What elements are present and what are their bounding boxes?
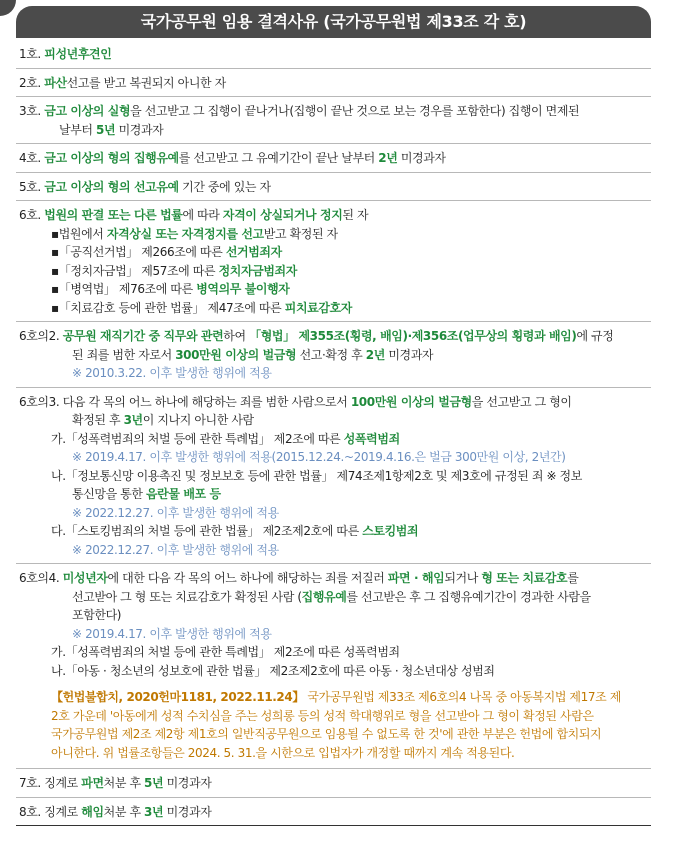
highlight: 100만원 이상의 벌금형 bbox=[350, 394, 472, 409]
item-number: 2호. bbox=[19, 75, 41, 90]
highlight: 파면 bbox=[81, 776, 104, 790]
item-number: 4호. bbox=[19, 151, 41, 165]
item-6-3: 6호의3. 다음 각 목의 어느 하나에 해당하는 죄를 범한 사람으로서 100만원 이상의 벌금형을 선고받고 그 형이 확정된 후 3년이 지나지 아니한 사람 가.「성폭력범죄의 처벌 등에 관한 특례법」 제2조에 따른 성폭력범죄 ※ 2019.4.17. 이후 발생한 행위에 적용(2015.12.24.~2019.4.16.은 벌금 300만원 이상, 2년간) 나.「정보통신망 이용촉진 및 정보보호 등에 관한 법률」 제74조제1항제2호 및 제3호에 규정된 죄 ※ 정보 통신망을 통한 음란물 배포 등 ※ 2022.12.27. 이후 발생한 행위에 적용 다.「스토킹범죄의 처벌 등에 관한 법률」 제2조제2호에 따른 스토킹범죄 ※ 2022.12.27. 이후 발생한 행위에 적용 bbox=[16, 388, 651, 565]
item-text: 에 따라 bbox=[182, 208, 223, 222]
item-text: 을 선고받고 그 집행이 끝나거나(집행이 끝난 것으로 보는 경우를 포함한다) 집행이 면제된 bbox=[130, 104, 580, 118]
bullet-item: ▪「병역법」 제76조에 따른 병역의무 불이행자 bbox=[51, 282, 290, 296]
note: ※ 2019.4.17. 이후 발생한 행위에 적용(2015.12.24.~2019.4.16.은 벌금 300만원 이상, 2년간) bbox=[72, 450, 566, 464]
highlight: 자격이 상실되거나 정지 bbox=[222, 208, 343, 222]
item-4 bbox=[16, 144, 651, 173]
highlight: 2년 bbox=[378, 151, 398, 165]
item-number: 1호. bbox=[19, 47, 41, 61]
item-3 bbox=[16, 97, 651, 144]
highlight: 2년 bbox=[365, 347, 385, 362]
sub-item-na: 나.「아동 · 청소년의 성보호에 관한 법률」 제2조제2호에 따른 아동 · 청소년대상 성범죄 bbox=[51, 663, 495, 678]
item-5 bbox=[16, 173, 651, 202]
highlight: 5년 bbox=[144, 776, 164, 790]
item-text: 를 선고받고 그 유예기간이 끝난 날부터 bbox=[178, 151, 379, 165]
note: ※ 2022.12.27. 이후 발생한 행위에 적용 bbox=[72, 505, 279, 520]
item-number: 5호. bbox=[19, 179, 41, 194]
sub-item-da: 다.「스토킹범죄의 처벌 등에 관한 법률」 제2조제2호에 따른 스토킹범죄 bbox=[51, 524, 419, 538]
item-number: 6호의2. bbox=[19, 329, 63, 343]
ruling-heading: 【헌법불합치, 2020헌마1181, 2022.11.24】 bbox=[51, 690, 304, 704]
highlight: 해임 bbox=[81, 804, 104, 819]
highlight: 300만원 이상의 벌금형 bbox=[175, 347, 297, 362]
highlight: 금고 이상의 형의 선고유예 bbox=[44, 179, 179, 194]
highlight: 집행유예 bbox=[301, 589, 347, 604]
highlight: 파면 · 해임 bbox=[387, 571, 445, 585]
highlight: 금고 이상의 형의 집행유예 bbox=[44, 151, 179, 165]
item-6-2: 6호의2. 공무원 재직기간 중 직무와 관련하여 「형법」 제355조(횡령, 배임)·제356조(업무상의 횡령과 배임)에 규정 된 죄를 범한 자로서 300만원 이상의 벌금형 선고·확정 후 2년 미경과자 ※ 2010.3.22. 이후 발생한 행위에 적용 bbox=[16, 322, 651, 388]
bullet-item: ▪「정치자금법」 제57조에 따른 정치자금범죄자 bbox=[51, 263, 297, 278]
corner-decoration bbox=[0, 0, 16, 16]
item-text: 미경과자 bbox=[115, 122, 164, 137]
highlight: 음란물 배포 등 bbox=[145, 487, 221, 501]
highlight: 공무원 재직기간 중 직무와 관련 bbox=[62, 329, 224, 343]
highlight: 형 또는 치료감호 bbox=[481, 571, 568, 585]
highlight: 3년 bbox=[144, 804, 164, 819]
highlight: 미성년자 bbox=[62, 571, 108, 585]
item-text: 포함한다) bbox=[72, 608, 122, 622]
bullet-item: ▪「공직선거법」 제266조에 따른 선거범죄자 bbox=[51, 245, 282, 259]
bullet-item: ▪「치료감호 등에 관한 법률」 제47조에 따른 피치료감호자 bbox=[51, 300, 352, 315]
item-6-4: 6호의4. 미성년자에 대한 다음 각 목의 어느 하나에 해당하는 죄를 저질러 파면 · 해임되거나 형 또는 치료감호를 선고받아 그 형 또는 치료감호가 확정된 사람 (집행유예를 선고받은 후 그 집행유예기간이 경과한 사람을 포함한다) ※ 2019.4.17. 이후 발생한 행위에 적용 가.「성폭력범죄의 처벌 등에 관한 특례법」 제2조에 따른 성폭력범죄 나.「아동 · 청소년의 성보호에 관한 법률」 제2조제2호에 따른 아동 · 청소년대상 성범죄 【헌법불합치, 2020헌마1181, 2022.11.24】 국가공무원법 제33조 제6호의4 나목 중 아동복지법 제17조 제 2호 가운데 '아동에게 성적 수치심을 주는 성희롱 등의 성적 학대행위로 형을 선고받아 그 형이 확정된 사람은 국가공무원법 제2조 제2항 제1호의 일반직공무원으로 임용될 수 없도록 한 것'에 관한 부분은 헌법에 합치되지 아니한다. 위 법률조항들은 2024. 5. 31.을 시한으로 입법자가 개정할 때까지 계속 적용된다. bbox=[16, 564, 651, 769]
page-title: 국가공무원 임용 결격사유 (국가공무원법 제33조 각 호) bbox=[16, 6, 651, 38]
item-number: 7호. bbox=[19, 776, 41, 790]
item-text: 미경과자 bbox=[397, 151, 446, 165]
sub-item-na: 나.「정보통신망 이용촉진 및 정보보호 등에 관한 법률」 제74조제1항제2호 및 제3호에 규정된 죄 ※ 정보 bbox=[51, 468, 582, 483]
highlight: 3년 bbox=[123, 413, 143, 427]
highlight: 피성년후견인 bbox=[44, 47, 112, 61]
highlight: 금고 이상의 실형 bbox=[44, 104, 131, 118]
item-8: 8호. 징계로 해임처분 후 3년 미경과자 bbox=[16, 798, 651, 827]
item-number: 6호의4. bbox=[19, 571, 63, 585]
article-table bbox=[16, 40, 651, 826]
bullet-item: ▪법원에서 자격상실 또는 자격정지를 선고받고 확정된 자 bbox=[51, 226, 338, 241]
highlight: 「형법」 제355조(횡령, 배임)·제356조(업무상의 횡령과 배임) bbox=[249, 329, 577, 343]
item-number: 6호. bbox=[19, 208, 41, 222]
item-text: 된 자 bbox=[342, 208, 369, 222]
sub-item-ga: 가.「성폭력범죄의 처벌 등에 관한 특례법」 제2조에 따른 성폭력범죄 bbox=[51, 645, 400, 659]
highlight: 파산 bbox=[44, 75, 67, 90]
note: ※ 2010.3.22. 이후 발생한 행위에 적용 bbox=[72, 366, 272, 380]
item-text: 기간 중에 있는 자 bbox=[178, 179, 271, 194]
item-1 bbox=[16, 40, 651, 69]
item-number: 3호. bbox=[19, 104, 41, 118]
item-6 bbox=[16, 201, 651, 322]
sub-item-ga: 가.「성폭력범죄의 처벌 등에 관한 특례법」 제2조에 따른 성폭력범죄 bbox=[51, 431, 400, 446]
item-text: 날부터 bbox=[59, 122, 96, 137]
highlight: 법원의 판결 또는 다른 법률 bbox=[44, 208, 183, 222]
item-text: 선고를 받고 복권되지 아니한 자 bbox=[66, 75, 226, 90]
item-number: 8호. bbox=[19, 804, 41, 819]
item-number: 6호의3. bbox=[19, 394, 63, 409]
item-7: 7호. 징계로 파면처분 후 5년 미경과자 bbox=[16, 769, 651, 798]
highlight: 5년 bbox=[96, 122, 116, 137]
court-ruling: 【헌법불합치, 2020헌마1181, 2022.11.24】 국가공무원법 제33조 제6호의4 나목 중 아동복지법 제17조 제 2호 가운데 '아동에게 성적 수치심을 주는 성희롱 등의 성적 학대행위로 형을 선고받아 그 형이 확정된 사람은 국가공무원법 제2조 제2항 제1호의 일반직공무원으로 임용될 수 없도록 한 것'에 관한 부분은 헌법에 합치되지 아니한다. 위 법률조항들은 2024. 5. 31.을 시한으로 입법자가 개정할 때까지 계속 적용된다. bbox=[51, 690, 621, 760]
note: ※ 2022.12.27. 이후 발생한 행위에 적용 bbox=[72, 542, 279, 557]
note: ※ 2019.4.17. 이후 발생한 행위에 적용 bbox=[72, 626, 272, 641]
item-2 bbox=[16, 69, 651, 98]
